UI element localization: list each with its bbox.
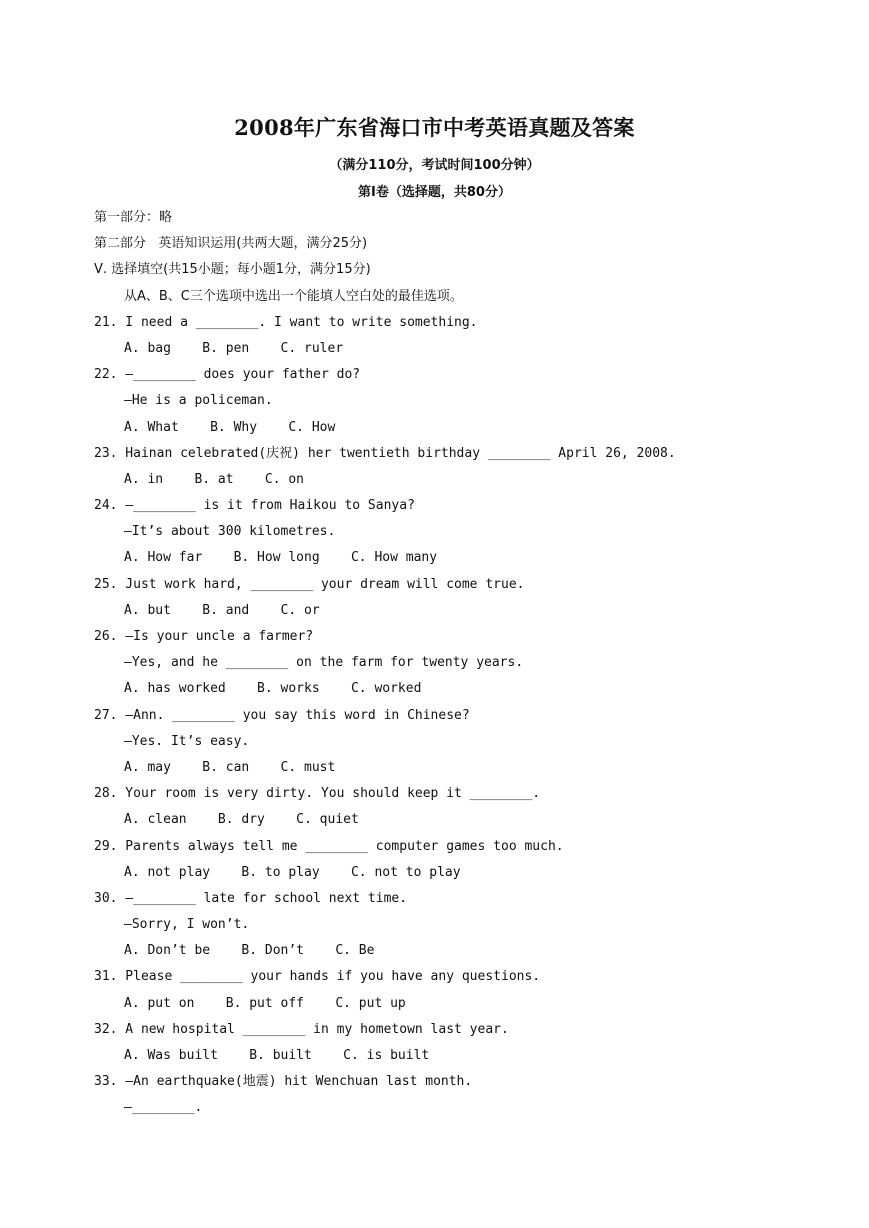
question-stem: 21. I need a ________. I want to write something. [94,314,478,330]
answer-options: A. Don’t be B. Don’t C. Be [124,943,375,959]
question-dialogue-line: —Yes. It’s easy. [124,733,250,749]
score-time-note: （满分110分，考试时间100分钟） [329,158,540,173]
answer-options: A. may B. can C. must [124,759,336,775]
answer-options: A. has worked B. works C. worked [124,681,422,697]
exam-title: 2008年广东省海口市中考英语真题及答案 [234,115,635,140]
answer-options: A. What B. Why C. How [124,419,336,435]
question-stem: 29. Parents always tell me ________ computer games too much. [94,838,564,854]
question-stem: 27. —Ann. ________ you say this word in Chinese? [94,707,470,723]
volume-heading: 第Ⅰ卷（选择题，共80分） [358,185,511,200]
section5-instruction: 从A、B、C三个选项中选出一个能填人空白处的最佳选项。 [124,288,463,304]
question-dialogue-line: —________. [124,1100,203,1116]
answer-options: A. How far B. How long C. How many [124,550,438,566]
answer-options: A. clean B. dry C. quiet [124,812,359,828]
question-list [94,310,834,1122]
answer-options: A. put on B. put off C. put up [124,995,406,1011]
question-dialogue-line: —It’s about 300 kilometres. [124,524,336,540]
question-stem: 33. —An earthquake(地震) hit Wenchuan last month. [94,1074,473,1090]
part1-heading: 第一部分：略 [94,210,173,225]
question-stem: 22. —________ does your father do? [94,367,361,383]
answer-options: A. not play B. to play C. not to play [124,864,461,880]
question-stem: 25. Just work hard, ________ your dream will come true. [94,576,525,592]
part2-heading: 第二部分 英语知识运用(共两大题，满分25分) [94,236,368,252]
section5-heading: Ⅴ. 选择填空(共15小题；每小题1分，满分15分) [94,262,371,278]
question-stem: 24. —________ is it from Haikou to Sanya? [94,498,415,514]
question-stem: 23. Hainan celebrated(庆祝) her twentieth birthday ________ April 26, 2008. [94,445,676,461]
question-dialogue-line: —Sorry, I won’t. [124,917,250,933]
question-stem: 31. Please ________ your hands if you have any questions. [94,969,541,985]
answer-options: A. bag B. pen C. ruler [124,340,344,356]
question-dialogue-line: —Yes, and he ________ on the farm for twenty years. [124,655,524,671]
exam-body [94,205,834,1122]
question-stem: 30. —________ late for school next time. [94,890,408,906]
question-dialogue-line: —He is a policeman. [124,393,273,409]
question-stem: 32. A new hospital ________ in my hometown last year. [94,1021,509,1037]
answer-options: A. but B. and C. or [124,602,320,618]
question-stem: 26. —Is your uncle a farmer? [94,629,314,644]
answer-options: A. Was built B. built C. is built [124,1048,430,1063]
question-stem: 28. Your room is very dirty. You should keep it ________. [94,786,541,802]
answer-options: A. in B. at C. on [124,471,305,487]
